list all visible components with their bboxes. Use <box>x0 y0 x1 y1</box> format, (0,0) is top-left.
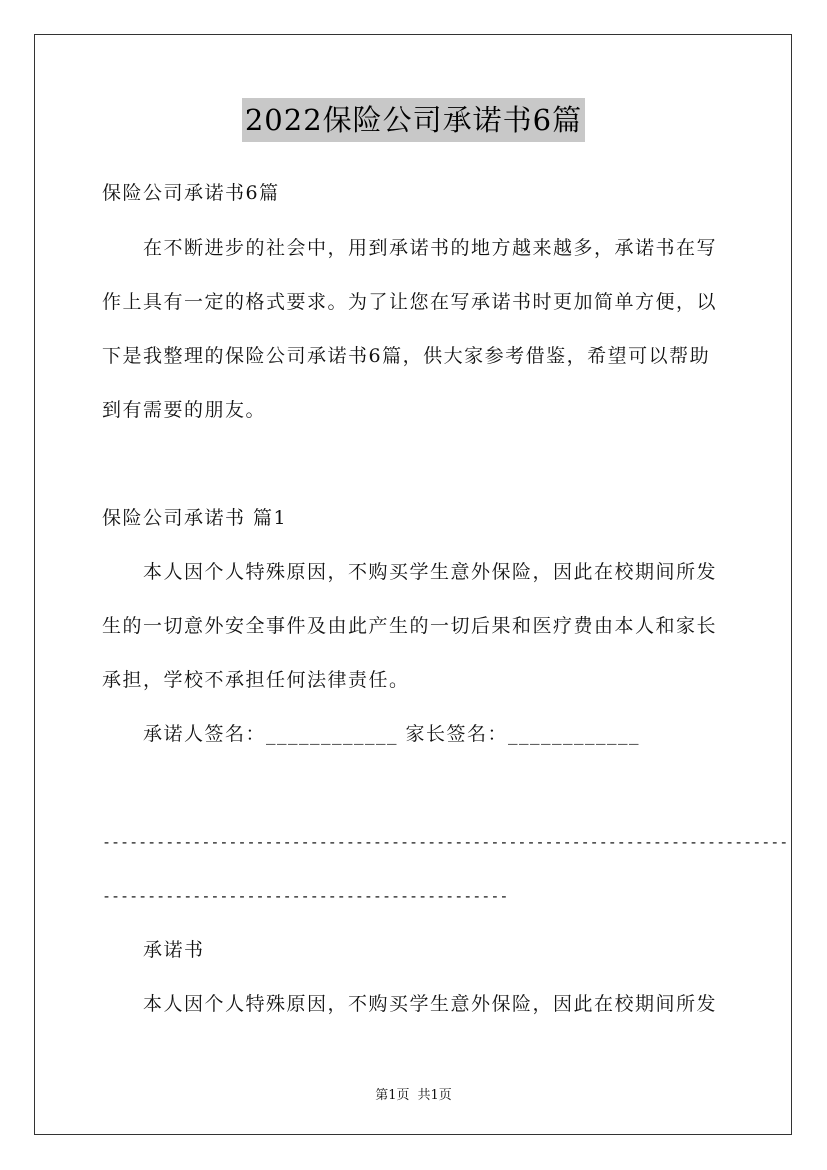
section1-heading: 保险公司承诺书 篇1 <box>102 507 288 529</box>
intro-line-4: 到有需要的朋友。 <box>102 399 267 421</box>
separator-line-2: --------------------------------------------- <box>102 887 509 905</box>
section2-line-1: 本人因个人特殊原因，不购买学生意外保险，因此在校期间所发 <box>143 993 718 1015</box>
section2-heading: 承诺书 <box>143 939 205 961</box>
intro-heading: 保险公司承诺书6篇 <box>102 182 280 204</box>
page-footer <box>0 1084 827 1103</box>
intro-line-3: 下是我整理的保险公司承诺书6篇，供大家参考借鉴，希望可以帮助 <box>102 345 711 367</box>
section1-line-3: 承担，学校不承担任何法律责任。 <box>102 669 410 691</box>
signature-line: 承诺人签名：____________ 家长签名：____________ <box>143 723 641 745</box>
section1-line-2: 生的一切意外安全事件及由此产生的一切后果和医疗费由本人和家长 <box>102 615 718 637</box>
section1-line-1: 本人因个人特殊原因，不购买学生意外保险，因此在校期间所发 <box>143 561 718 583</box>
document-title: 2022保险公司承诺书6篇 <box>242 98 585 142</box>
title-container <box>0 98 827 142</box>
page-number: 第1页 <box>375 1088 410 1103</box>
page-total: 共1页 <box>417 1088 452 1103</box>
separator-line-1: ---------------------------------------------------------------------------- <box>102 833 789 851</box>
intro-line-2: 作上具有一定的格式要求。为了让您在写承诺书时更加简单方便，以 <box>102 291 718 313</box>
intro-line-1: 在不断进步的社会中，用到承诺书的地方越来越多，承诺书在写 <box>143 237 718 259</box>
